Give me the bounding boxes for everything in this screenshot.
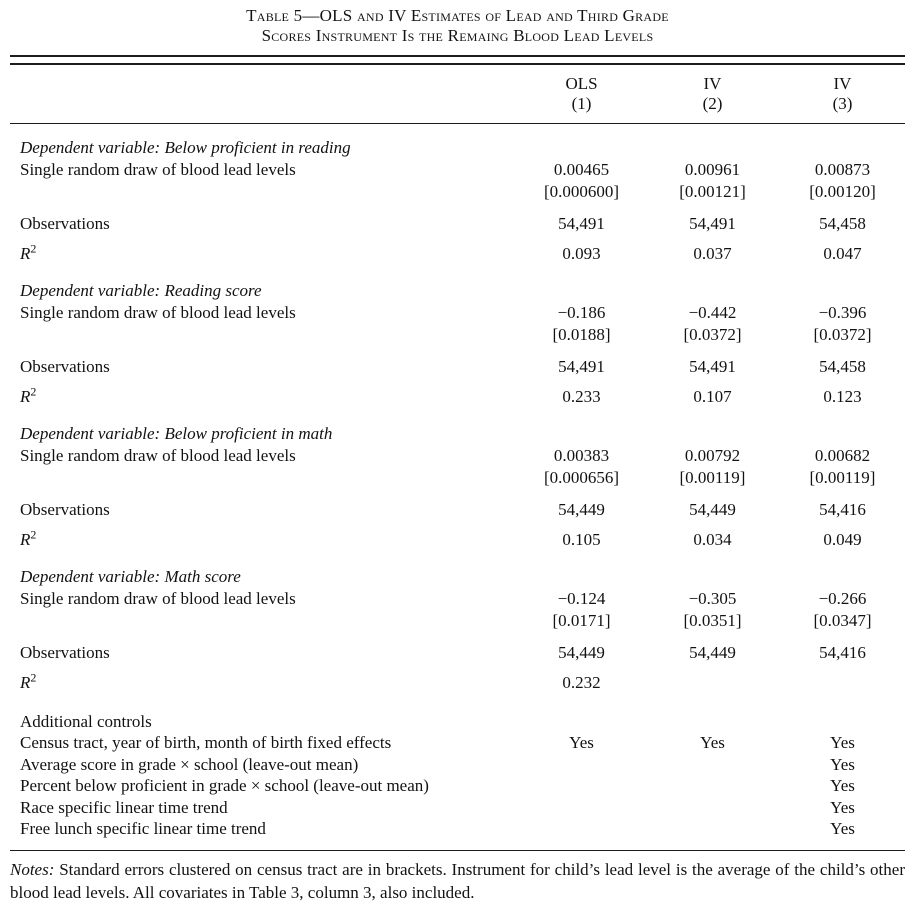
- panel-2-observations-row: [10, 346, 905, 377]
- coef-row-label: Single random draw of blood lead levels: [20, 303, 296, 322]
- panel-2-se-row: [10, 324, 905, 346]
- r-squared-value: 0.037: [693, 244, 732, 263]
- coef-value: 0.00792: [684, 446, 741, 465]
- control-value: [518, 818, 645, 840]
- coef-row-label: Single random draw of blood lead levels: [20, 446, 296, 465]
- r-squared-label: $R^2$: [20, 527, 37, 549]
- panel-3-coef-row: [10, 444, 905, 467]
- r-squared-value: 0.107: [693, 387, 732, 406]
- col-header-number-1: (1): [518, 94, 645, 124]
- panel-4-r-squared-row: [10, 663, 905, 696]
- panel-4-observations-row: [10, 632, 905, 663]
- control-value: [518, 775, 645, 797]
- control-row-label: Race specific linear time trend: [20, 797, 228, 817]
- panel-3-r-squared-row: [10, 520, 905, 553]
- control-value: [645, 775, 780, 797]
- r-squared-value: 0.047: [823, 244, 862, 263]
- control-row: [10, 732, 905, 754]
- control-row: [10, 754, 905, 776]
- coef-value: −0.442: [688, 303, 737, 322]
- control-value: [645, 797, 780, 819]
- control-value: [518, 754, 645, 776]
- coef-value: −0.396: [818, 303, 867, 322]
- r-squared-value: 0.233: [562, 387, 601, 406]
- col-header-method-1: OLS: [565, 74, 598, 93]
- empty-cell: [10, 94, 518, 124]
- r-squared-label: $R^2$: [20, 670, 37, 692]
- standard-error: [0.0171]: [552, 611, 611, 630]
- control-value: [518, 797, 645, 819]
- empty-cell: [10, 181, 518, 203]
- dependent-variable-header: Dependent variable: Reading score: [20, 281, 262, 300]
- panel-2-header-row: [10, 267, 905, 301]
- standard-error: [0.0372]: [813, 325, 872, 344]
- standard-error: [0.0351]: [683, 611, 742, 630]
- control-value: Yes: [700, 733, 725, 752]
- r-squared-value: 0.049: [823, 530, 862, 549]
- additional-controls-header-row: [10, 696, 905, 732]
- r-squared-value: 0.105: [562, 530, 601, 549]
- notes-text: Standard errors clustered on census tract are in brackets. Instrument for child’s lead level is the average of the child’s other blood lead levels. All covariates in Table 3, column 3, also included.: [10, 859, 905, 902]
- coef-row-label: Single random draw of blood lead levels: [20, 160, 296, 179]
- standard-error: [0.00119]: [679, 468, 746, 487]
- r-squared-value: [780, 663, 905, 696]
- control-value: Yes: [830, 819, 855, 838]
- r-squared-value: 0.232: [562, 673, 601, 692]
- dependent-variable-header: Dependent variable: Math score: [20, 567, 241, 586]
- observations-label: Observations: [20, 643, 110, 662]
- standard-error: [0.00119]: [809, 468, 876, 487]
- coef-value: −0.186: [557, 303, 606, 322]
- panel-2-r-squared-row: [10, 377, 905, 410]
- control-value: Yes: [569, 733, 594, 752]
- col-header-method-2: IV: [703, 74, 722, 93]
- observations-value: 54,491: [558, 357, 605, 376]
- observations-value: 54,416: [819, 643, 866, 662]
- results-table: [10, 65, 905, 840]
- table-title-line-2: Scores Instrument Is the Remaing Blood Lead Levels: [261, 26, 654, 45]
- observations-value: 54,491: [689, 214, 736, 233]
- observations-value: 54,449: [558, 500, 605, 519]
- coef-value: 0.00383: [553, 446, 610, 465]
- r-squared-value: 0.123: [823, 387, 862, 406]
- panel-4-coef-row: [10, 587, 905, 610]
- panel-1-observations-row: [10, 203, 905, 234]
- control-value: Yes: [830, 797, 855, 817]
- control-value: [645, 754, 780, 776]
- col-header-method-3: IV: [833, 74, 852, 93]
- control-row-label: Free lunch specific linear time trend: [20, 819, 266, 838]
- control-row: [10, 818, 905, 840]
- empty-cell: [10, 324, 518, 346]
- observations-value: 54,491: [689, 357, 736, 376]
- standard-error: [0.000600]: [543, 182, 620, 201]
- coef-value: 0.00465: [553, 160, 610, 179]
- control-row-label: Average score in grade × school (leave-out mean): [20, 754, 359, 774]
- panel-4-se-row: [10, 610, 905, 632]
- panel-1-coef-row: [10, 158, 905, 181]
- control-value: [645, 818, 780, 840]
- table-notes: [10, 858, 905, 904]
- standard-error: [0.00120]: [809, 182, 876, 201]
- control-row-label: Census tract, year of birth, month of birth fixed effects: [20, 733, 392, 752]
- control-row-label: Percent below proficient in grade × school (leave-out mean): [20, 776, 429, 795]
- top-double-rule: [10, 55, 905, 65]
- observations-label: Observations: [20, 357, 110, 376]
- column-header-row: [10, 65, 905, 94]
- observations-value: 54,491: [558, 214, 605, 233]
- table-title-line-1: Table 5—OLS and IV Estimates of Lead and Third Grade: [246, 6, 669, 25]
- bottom-rule: [10, 850, 905, 851]
- control-row: [10, 797, 905, 819]
- observations-value: 54,458: [819, 357, 866, 376]
- observations-value: 54,416: [819, 500, 866, 519]
- coef-value: −0.124: [557, 589, 606, 608]
- panel-3-header-row: [10, 410, 905, 444]
- observations-value: 54,458: [819, 214, 866, 233]
- panel-1-header-row: [10, 124, 905, 159]
- coef-value: 0.00961: [684, 160, 741, 179]
- standard-error: [0.0347]: [813, 611, 872, 630]
- dependent-variable-header: Dependent variable: Below proficient in math: [20, 424, 333, 443]
- r-squared-value: [645, 663, 780, 696]
- control-value: Yes: [830, 776, 855, 795]
- empty-cell: [10, 65, 518, 94]
- coef-value: 0.00682: [814, 446, 871, 465]
- table-title: [10, 6, 905, 46]
- column-number-row: [10, 94, 905, 124]
- control-row: [10, 775, 905, 797]
- r-squared-label: $R^2$: [20, 384, 37, 406]
- observations-label: Observations: [20, 500, 110, 519]
- notes-label: Notes:: [10, 859, 55, 879]
- panel-2-coef-row: [10, 301, 905, 324]
- col-header-number-2: (2): [645, 94, 780, 124]
- coef-value: −0.266: [818, 589, 867, 608]
- coef-value: −0.305: [688, 589, 737, 608]
- observations-value: 54,449: [689, 500, 736, 519]
- dependent-variable-header: Dependent variable: Below proficient in reading: [20, 138, 351, 157]
- r-squared-value: 0.093: [562, 244, 601, 263]
- control-value: Yes: [830, 754, 855, 774]
- panel-4-header-row: [10, 553, 905, 587]
- empty-cell: [10, 467, 518, 489]
- coef-row-label: Single random draw of blood lead levels: [20, 589, 296, 608]
- col-header-number-3: (3): [780, 94, 905, 124]
- coef-value: 0.00873: [814, 160, 871, 179]
- control-value: Yes: [830, 733, 855, 752]
- empty-cell: [10, 610, 518, 632]
- standard-error: [0.000656]: [543, 468, 620, 487]
- observations-value: 54,449: [689, 643, 736, 662]
- standard-error: [0.0372]: [683, 325, 742, 344]
- panel-1-se-row: [10, 181, 905, 203]
- observations-value: 54,449: [558, 643, 605, 662]
- r-squared-value: 0.034: [693, 530, 732, 549]
- additional-controls-header: Additional controls: [20, 712, 152, 731]
- panel-1-r-squared-row: [10, 234, 905, 267]
- panel-3-se-row: [10, 467, 905, 489]
- panel-3-observations-row: [10, 489, 905, 520]
- standard-error: [0.00121]: [679, 182, 746, 201]
- observations-label: Observations: [20, 214, 110, 233]
- r-squared-label: $R^2$: [20, 241, 37, 263]
- standard-error: [0.0188]: [552, 325, 611, 344]
